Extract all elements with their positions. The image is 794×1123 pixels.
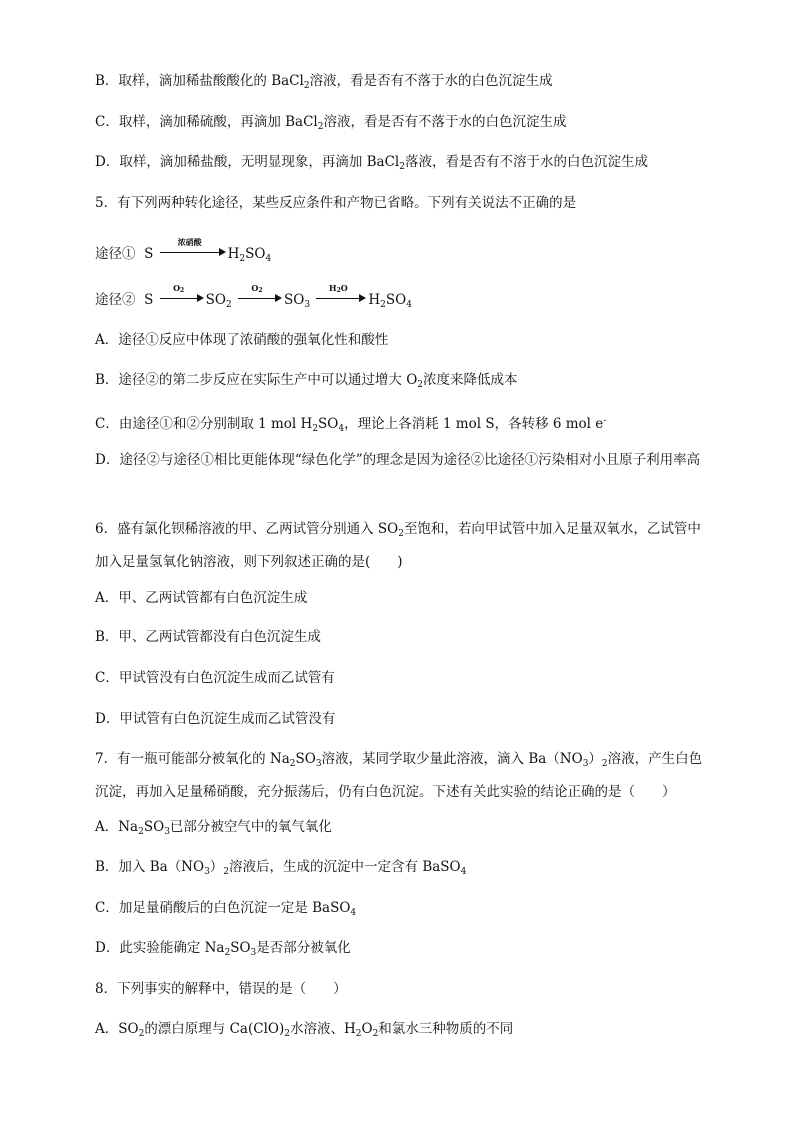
q5-stem: 5．有下列两种转化途径，某些反应条件和产物已省略。下列有关说法不正确的是 (95, 195, 577, 211)
q6-option-a: A．甲、乙两试管都有白色沉淀生成 (95, 590, 308, 606)
q4-option-d: D．取样，滴加稀盐酸，无明显现象，再滴加 BaCl$_2$落液，看是否有不溶于水的白色沉淀生成 (95, 154, 648, 172)
q6-option-b: B．甲、乙两试管都没有白色沉淀生成 (95, 629, 321, 645)
q7-option-c: C．加足量硝酸后的白色沉淀一定是 BaSO$_4$ (95, 900, 357, 918)
q5-option-b: B．途径②的第二步反应在实际生产中可以通过增大 $O_2$浓度来降低成本 (95, 372, 518, 390)
reaction-arrow: $H_2O$ (316, 290, 366, 304)
q5-option-c: C．由途径①和②分别制取 1 mol $H_2SO_4$，理论上各消耗 1 mol S，各转移 6 mol e- (95, 416, 607, 434)
q5-route-1: 途径① S 浓硝酸 $H_2SO_4$ (95, 237, 272, 264)
q6-option-d: D．甲试管有白色沉淀生成而乙试管没有 (95, 711, 336, 727)
q8-stem: 8．下列事实的解释中，错误的是（ ） (95, 981, 347, 997)
q8-option-a: A．$SO_2$的漂白原理与 $Ca(ClO)_2$水溶液、$H_2O_2$和氯水三种物质的不同 (95, 1021, 514, 1039)
q6-stem: 6．盛有氯化钡稀溶液的甲、乙两试管分别通入 $SO_2$至饱和，若向甲试管中加入足量双氧水，乙试管中加入足量氢氧化钠溶液，则下列叙述正确的是( ) (95, 521, 701, 570)
q4-option-b: B．取样，滴加稀盐酸酸化的 BaCl$_2$溶液，看是否有不落于水的白色沉淀生成 (95, 73, 553, 91)
reaction-arrow: 浓硝酸 (160, 244, 226, 258)
reaction-arrow: $O_2$ (160, 290, 204, 304)
q5-option-d: D．途径②与途径①相比更能体现“绿色化学”的理念是因为途径②比途径①污染相对小且原子利用率高 (95, 452, 701, 468)
q7-option-a: A．$Na_2SO_3$已部分被空气中的氧气氧化 (95, 819, 332, 837)
q7-stem: 7．有一瓶可能部分被氧化的 $Na_2SO_3$溶液，某同学取少量此溶液，滴入 $Ba(NO_3)_2$溶液，产生白色沉淀，再加入足量稀硝酸，充分振荡后，仍有白色沉淀。下述有关此实验的结论正确的是（ ） (95, 751, 703, 800)
q6-option-c: C．甲试管没有白色沉淀生成而乙试管有 (95, 670, 335, 686)
q5-option-a: A．途径①反应中体现了浓硝酸的强氧化性和酸性 (95, 332, 389, 348)
q5-route-2: 途径② S $O_2$ $SO_2$ $O_2$ $SO_3$ $H_2O$ $H_2SO_4$ (95, 283, 412, 310)
q7-option-b: B．加入 $Ba(NO_3)_2$溶液后，生成的沉淀中一定含有 BaSO$_4$ (95, 859, 467, 877)
q7-option-d: D．此实验能确定 $Na_2SO_3$是否部分被氧化 (95, 940, 351, 958)
reaction-arrow: $O_2$ (238, 290, 282, 304)
q4-option-c: C．取样，滴加稀硫酸，再滴加 BaCl$_2$溶液，看是否有不落于水的白色沉淀生成 (95, 114, 567, 132)
